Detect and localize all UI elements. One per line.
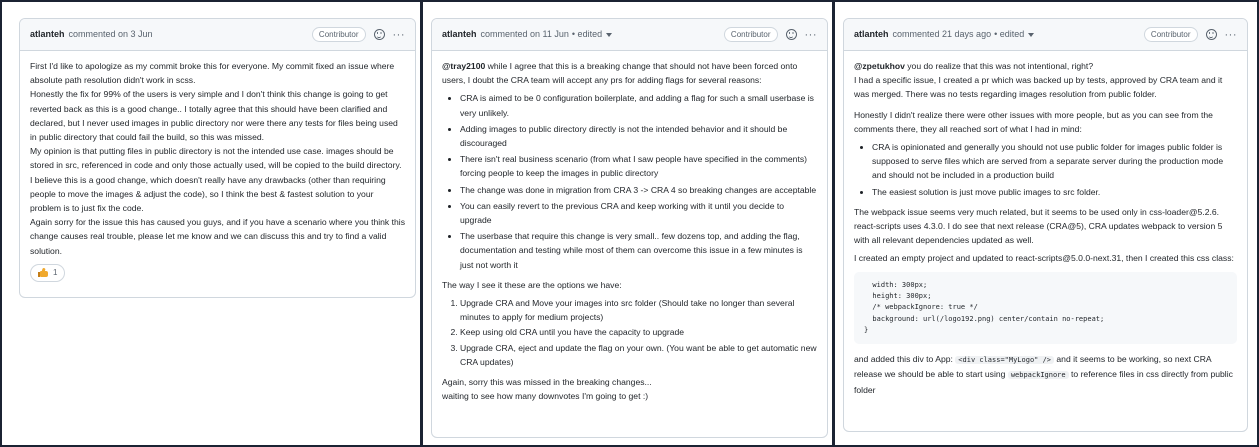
comment-paragraph: Honestly I didn't realize there were other issues with more people, but as you can see from the comments there, they all reached sort of what I had in mind: <box>854 109 1213 134</box>
chevron-down-icon[interactable] <box>1028 33 1034 37</box>
comment-timestamp[interactable]: commented 21 days ago <box>892 29 992 40</box>
list-item: • You can easily revert to the previous CRA and keep working with it until you decide to upgrade <box>460 199 817 227</box>
more-options-icon[interactable]: ··· <box>1224 28 1237 41</box>
comment-paragraph: Again sorry for the issue this has caused you guys, and if you have a scenario where you think this change causes real trouble, please let me know and we can discuss this and try to find a valid solution. <box>30 217 405 256</box>
comment-body <box>432 51 827 403</box>
reasons-list <box>460 91 817 271</box>
comment-paragraph: The webpack issue seems very much related, but it seems to be used only in css-loader@5.2.6. react-scripts uses 4.3.0. I do see that next release (CRA@5), CRA updates webpack to version 5 with all relevant dependencies updated as well. <box>854 206 1223 246</box>
code-block[interactable]: width: 300px; height: 300px; /* webpackIgnore: true */ background: url(/logo192.png) center/contain no-repeat; } <box>854 272 1237 344</box>
list-item: • Adding images to public directory directly is not the intended behavior and it should be discouraged <box>460 122 817 150</box>
closing-line: waiting to see how many downvotes I'm going to get :) <box>442 391 649 402</box>
edited-dropdown[interactable]: • edited <box>994 29 1025 40</box>
comment-card <box>19 18 416 298</box>
list-item: • CRA is opinionated and generally you should not use public folder for images public folder is supposed to serve files which are served from a separate server during the production mode and should not be included in a production build <box>872 140 1237 183</box>
comment-paragraph: I believe this is a good change, which doesn't really have any drawbacks (other than requiring people to move the images & adjust the code), so I think the best & fastest solution to your problem is to just fix the code. <box>30 174 386 214</box>
panel-left <box>0 0 422 447</box>
comment-paragraph: and added this div to App: <div class="MyLogo" /> and it seems to be working, so next CRA release we should be able to start using webpackIgnore to reference files in css directly from public folder <box>854 354 1233 395</box>
options-intro: The way I see it these are the options we have: <box>442 279 622 290</box>
contributor-badge: Contributor <box>312 27 366 42</box>
reaction-count: 1 <box>53 267 58 277</box>
thumbs-up-icon <box>38 268 48 277</box>
closing-line: Again, sorry this was missed in the breaking changes... <box>442 377 652 388</box>
thumbs-up-reaction-button[interactable] <box>30 264 65 282</box>
reasons-list <box>872 140 1237 199</box>
comment-paragraph: I had a specific issue, I created a pr which was backed up by tests, approved by CRA team and it was merged. There was no tests regarding images resolution from public folder. <box>854 75 1223 100</box>
add-reaction-icon[interactable] <box>374 29 385 40</box>
list-item: 3. Upgrade CRA, eject and update the flag on your own. (You want be able to get automatic new CRA updates) <box>460 341 817 369</box>
comment-card <box>843 18 1248 432</box>
list-item: • The easiest solution is just move public images to src folder. <box>872 185 1237 199</box>
comment-timestamp[interactable]: commented on 3 Jun <box>68 29 153 40</box>
add-reaction-icon[interactable] <box>786 29 797 40</box>
more-options-icon[interactable]: ··· <box>392 28 405 41</box>
comment-body <box>20 51 415 282</box>
contributor-badge: Contributor <box>1144 27 1198 42</box>
inline-code: <div class="MyLogo" /> <box>955 356 1054 364</box>
list-item: • There isn't real business scenario (from what I saw people have specified in the comments) forcing people to keep the images in public directory <box>460 152 817 180</box>
comment-paragraph: First I'd like to apologize as my commit broke this for everyone. My commit fixed an issue where absolute path resolution didn't work in scss. <box>30 61 395 86</box>
list-item: • CRA is aimed to be 0 configuration boilerplate, and adding a flag for such a small userbase is very unlikely. <box>460 91 817 119</box>
edited-dropdown[interactable]: • edited <box>571 29 603 40</box>
author-name[interactable]: atlanteh <box>30 29 65 40</box>
add-reaction-icon[interactable] <box>1206 29 1217 40</box>
contributor-badge: Contributor <box>724 27 778 42</box>
user-mention[interactable]: @zpetukhov <box>854 61 905 71</box>
list-item: 1. Upgrade CRA and Move your images into src folder (Should take no longer than several minutes to apply for medium projects) <box>460 296 817 324</box>
options-list <box>460 296 817 369</box>
comment-header <box>20 19 415 51</box>
panel-middle <box>421 0 834 447</box>
list-item: • The change was done in migration from CRA 3 -> CRA 4 so breaking changes are acceptable <box>460 183 817 197</box>
comment-paragraph: I created an empty project and updated to react-scripts@5.0.0-next.31, then I created this css class: <box>854 253 1234 264</box>
comment-timestamp[interactable]: commented on 11 Jun <box>480 29 569 40</box>
comment-intro: @zpetukhov you do realize that this was not intentional, right? <box>854 61 1094 71</box>
panel-right <box>833 0 1259 447</box>
comment-paragraph: My opinion is that putting files in public directory is not the intended use case. images should be stored in src, referenced in code and only those actually used, will be copied to the build directory. <box>30 146 402 171</box>
comment-intro: @tray2100 while I agree that this is a breaking change that should not have been forced onto users, I doubt the CRA team will accept any prs for adding flags for several reasons: <box>442 61 798 86</box>
author-name[interactable]: atlanteh <box>854 29 889 40</box>
author-name[interactable]: atlanteh <box>442 29 477 40</box>
more-options-icon[interactable]: ··· <box>804 28 817 41</box>
comment-header <box>432 19 827 51</box>
comment-card <box>431 18 828 438</box>
list-item: 2. Keep using old CRA until you have the capacity to upgrade <box>460 325 817 339</box>
chevron-down-icon[interactable] <box>606 33 612 37</box>
comment-body <box>844 51 1247 397</box>
inline-code: webpackIgnore <box>1008 371 1069 379</box>
comment-header <box>844 19 1247 51</box>
list-item: • The userbase that require this change is very small.. few dozens top, and adding the flag, documentation and testing while most of them can overcome this issue in a few minutes is just not worth it <box>460 229 817 272</box>
user-mention[interactable]: @tray2100 <box>442 61 486 71</box>
comment-paragraph: Honestly the fix for 99% of the users is very simple and I don't think this change is going to get reverted back as this is a good change.. I totally agree that this should have been clarified and declared, but I never used images in public directory nor were there any tests for files being used in public directory that could fail the build, so this was missed. <box>30 89 398 143</box>
